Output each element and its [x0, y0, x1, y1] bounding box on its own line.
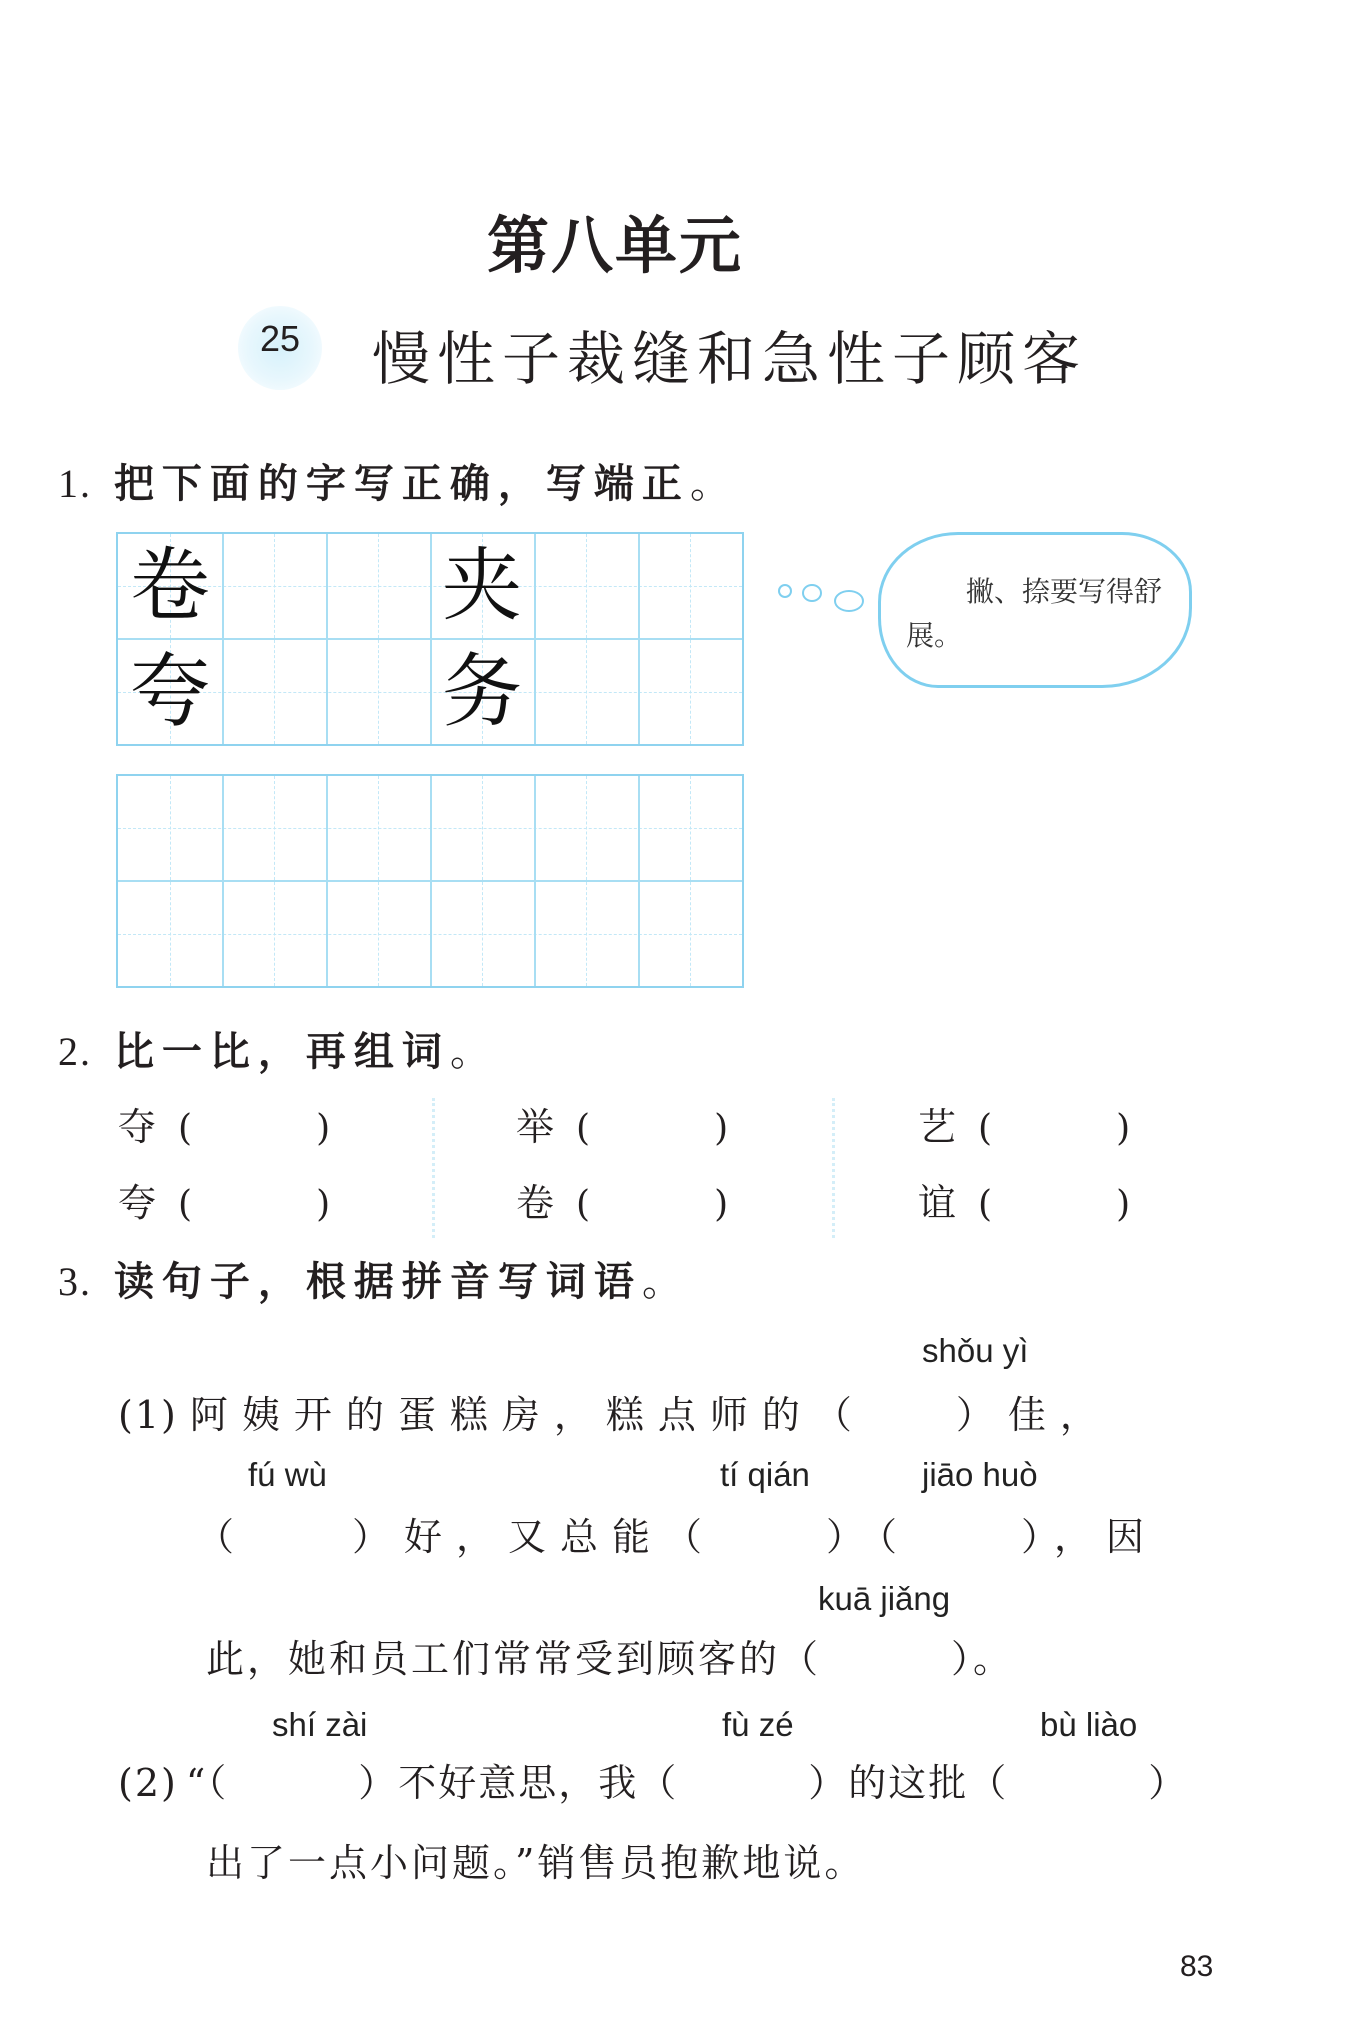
compare-char: 夸 [118, 1181, 161, 1225]
compare-item: 艺 ( ) [918, 1105, 1135, 1149]
question-1-number: 1. [58, 461, 92, 506]
question-2-period: 。 [449, 1029, 498, 1075]
pinyin-shizai: shí zài [272, 1706, 368, 1743]
sentence-2-label: (2) [118, 1761, 178, 1805]
pinyin-tiqian: tí qián [720, 1456, 810, 1493]
sentence-2-line-1: (2) “（ ）不好意思，我（ ）的这批（ ） [118, 1761, 1189, 1805]
question-1-text: 把下面的字写正确，写端正 [113, 460, 690, 507]
question-3-number: 3. [58, 1259, 92, 1304]
sentence-2-line-2: 出了一点小问题。”销售员抱歉地说。 [206, 1841, 866, 1885]
writing-grid-practice[interactable] [116, 774, 744, 988]
model-char-jia: 夹 [442, 539, 522, 632]
compare-item: 举 ( ) [516, 1105, 733, 1149]
model-char-juan: 卷 [130, 539, 210, 632]
compare-item: 谊 ( ) [918, 1181, 1135, 1225]
compare-char: 举 [516, 1105, 559, 1149]
model-char-wu: 务 [442, 645, 522, 738]
question-1-title [58, 452, 738, 509]
compare-char: 谊 [918, 1181, 961, 1225]
question-3-period: 。 [641, 1259, 690, 1305]
pinyin-jiaohuo: jiāo huò [922, 1456, 1038, 1493]
question-2-title [58, 1020, 498, 1077]
sentence-1-line-1: (1) 阿姨开的蛋糕房，糕点师的（ ）佳， [118, 1393, 1112, 1437]
model-char-kua: 夸 [130, 645, 210, 738]
compare-char: 卷 [516, 1181, 559, 1225]
question-3-text: 读句子，根据拼音写词语 [113, 1258, 642, 1305]
sentence-1-label: (1) [118, 1393, 178, 1437]
thought-bubble-dot [778, 584, 792, 598]
pinyin-buliao: bù liào [1040, 1706, 1138, 1743]
question-1-period: 。 [689, 461, 738, 507]
unit-title: 第八单元 [486, 209, 743, 282]
compare-item: 夺 ( ) [118, 1105, 335, 1149]
lesson-title: 慢性子裁缝和急性子顾客 [372, 325, 1088, 393]
lesson-number: 25 [259, 318, 301, 359]
compare-item: 卷 ( ) [516, 1181, 733, 1225]
pinyin-fuze: fù zé [722, 1706, 794, 1743]
question-3-title [58, 1250, 690, 1307]
question-2-number: 2. [58, 1029, 92, 1074]
compare-char: 夺 [118, 1105, 161, 1149]
sentence-1-line-3: 此，她和员工们常常受到顾客的（ ）。 [206, 1637, 1015, 1681]
writing-tip: 撇、捺要写得舒展。 [906, 575, 1163, 652]
question-2-text: 比一比，再组词 [113, 1028, 450, 1075]
pinyin-kuajiang: kuā jiǎng [818, 1580, 951, 1617]
page-number: 83 [1180, 1950, 1214, 1983]
column-divider [432, 1098, 435, 1238]
thought-bubble-dot [834, 590, 864, 612]
thought-bubble-dot [802, 584, 822, 602]
sentence-1-line-2: （ ）好，又总能（ ）（ ），因 [196, 1515, 1159, 1559]
pinyin-shouyi: shǒu yì [922, 1332, 1029, 1369]
compare-item: 夸 ( ) [118, 1181, 335, 1225]
writing-grid-model [116, 532, 744, 746]
column-divider [832, 1098, 835, 1238]
compare-char: 艺 [918, 1105, 961, 1149]
pinyin-fuwu: fú wù [248, 1456, 327, 1493]
